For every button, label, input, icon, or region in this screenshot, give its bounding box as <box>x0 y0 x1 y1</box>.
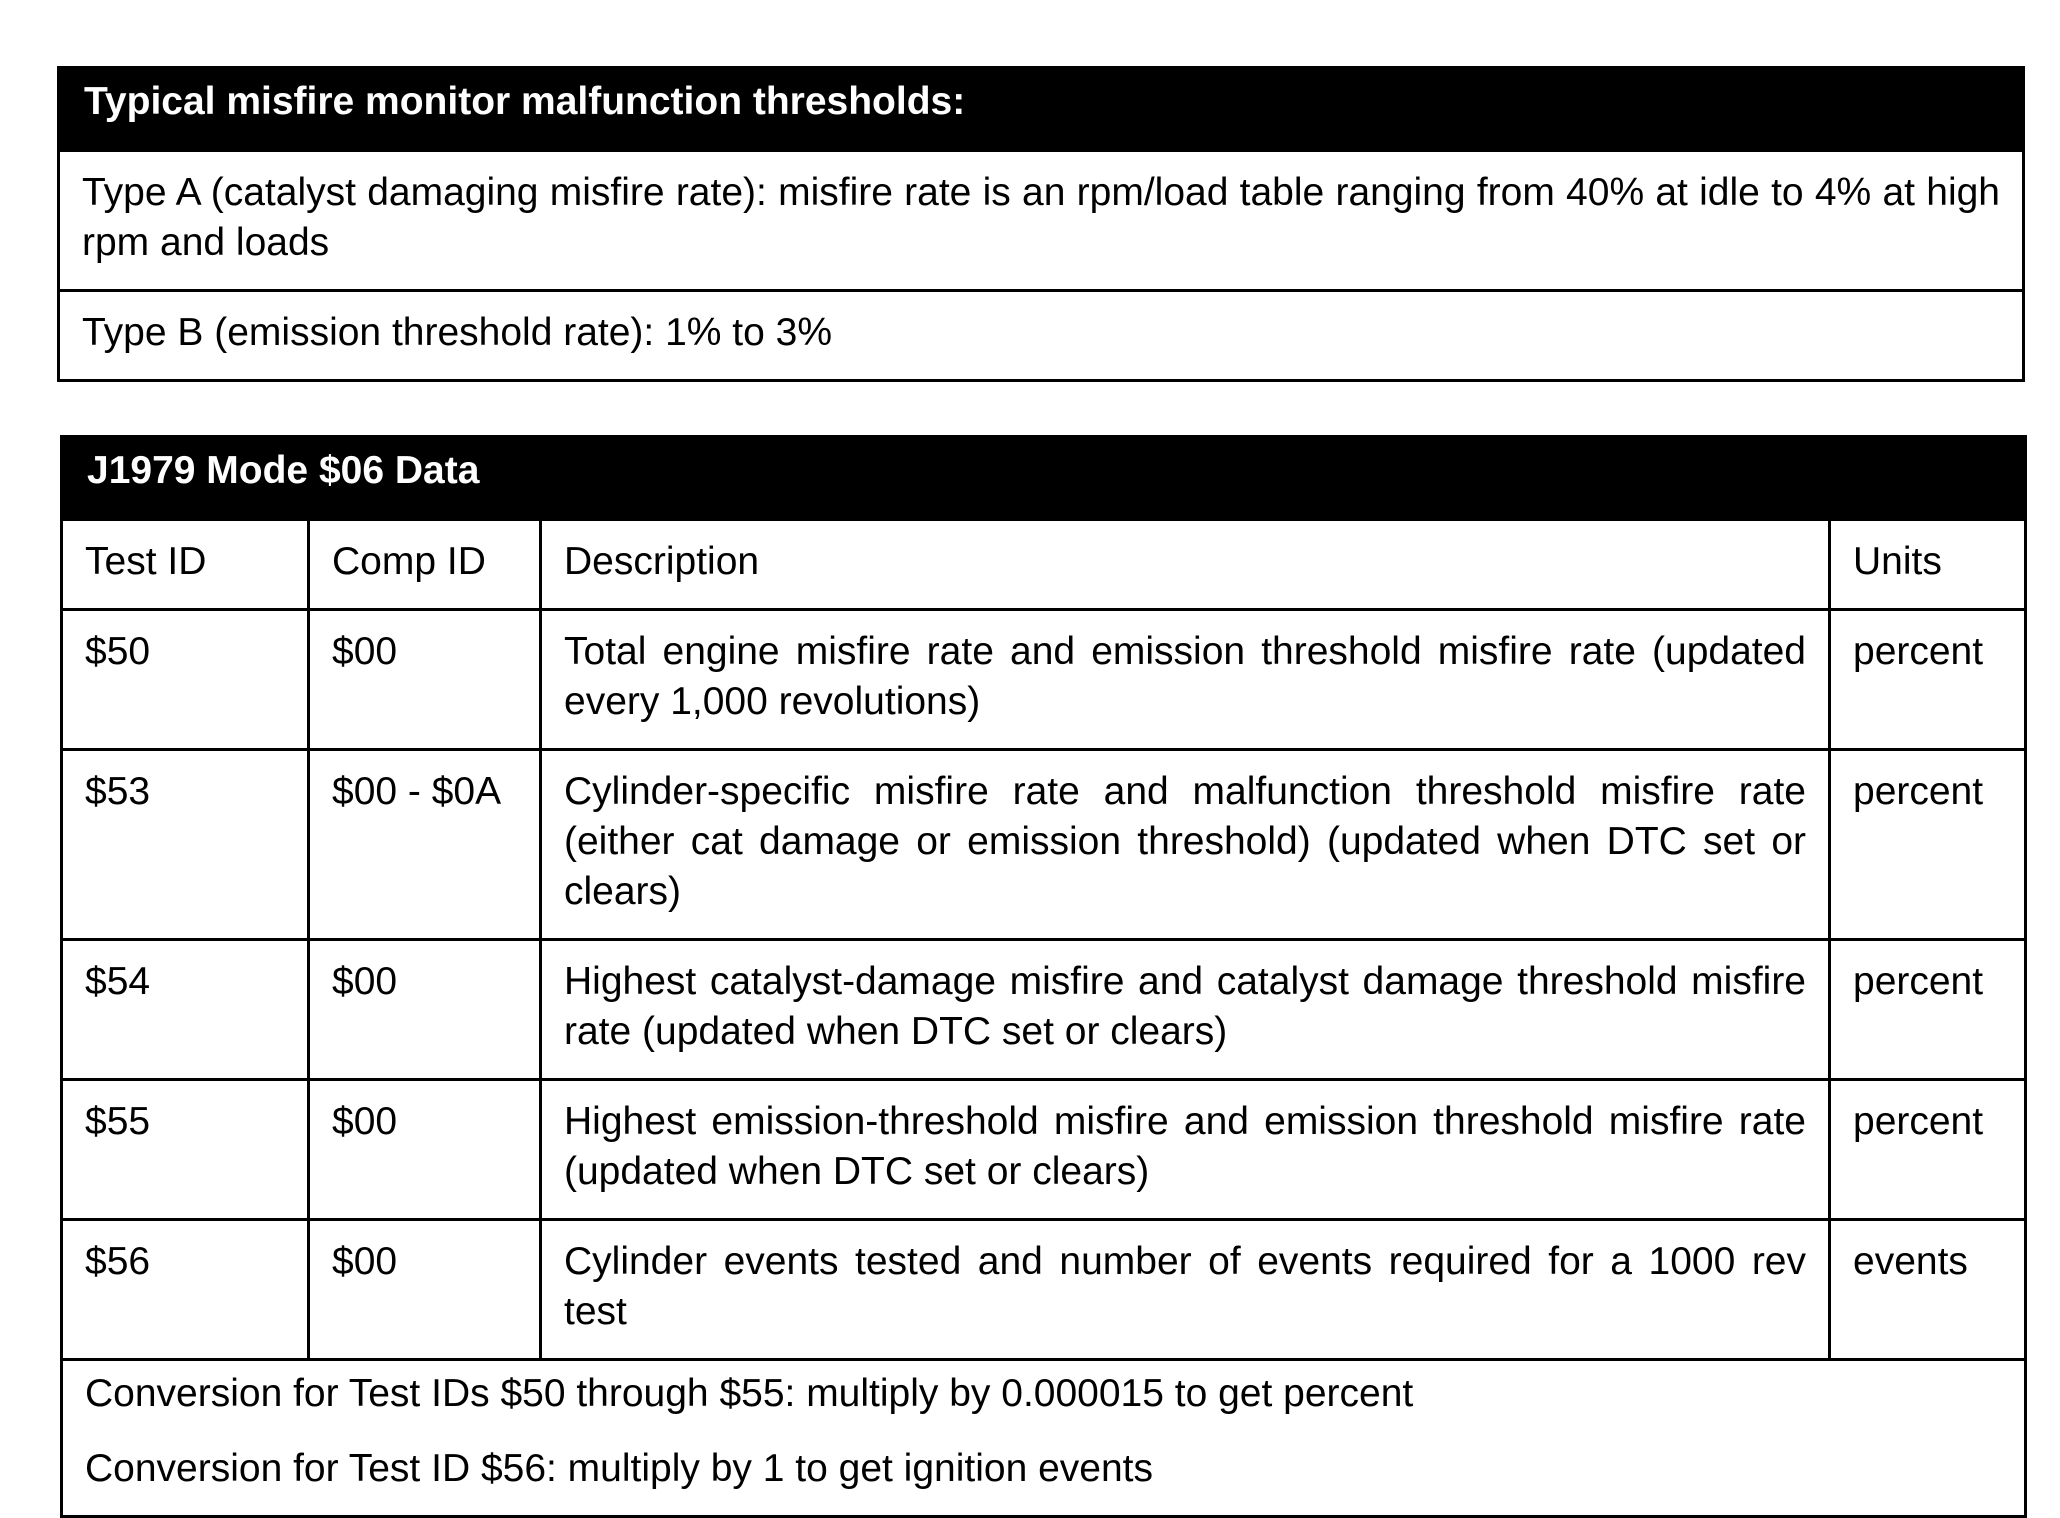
units-cell: percent <box>1830 1080 2026 1220</box>
test-id-cell: $55 <box>62 1080 309 1220</box>
column-header-units: Units <box>1830 520 2026 610</box>
table-row <box>62 1220 2026 1360</box>
type-a-threshold: Type A (catalyst damaging misfire rate): misfire rate is an rpm/load table ranging from 40% at idle to 4% at high rpm and loads <box>59 151 2024 291</box>
column-header-description: Description <box>541 520 1830 610</box>
test-id-cell: $50 <box>62 610 309 750</box>
table-row <box>62 750 2026 940</box>
test-id-cell: $54 <box>62 940 309 1080</box>
test-id-cell: $53 <box>62 750 309 940</box>
table-row <box>62 1080 2026 1220</box>
type-b-threshold: Type B (emission threshold rate): 1% to 3% <box>59 291 2024 381</box>
mode06-data-table <box>60 435 2027 1518</box>
comp-id-cell: $00 - $0A <box>309 750 541 940</box>
units-cell: percent <box>1830 940 2026 1080</box>
test-id-cell: $56 <box>62 1220 309 1360</box>
conversion-note: Conversion for Test IDs $50 through $55: multiply by 0.000015 to get percent <box>85 1372 1414 1415</box>
column-header-comp-id: Comp ID <box>309 520 541 610</box>
description-cell: Highest emission-threshold misfire and emission threshold misfire rate (updated when DTC set or clears) <box>541 1080 1830 1220</box>
conversion-note: Conversion for Test ID $56: multiply by 1 to get ignition events <box>85 1447 1154 1490</box>
conversion-notes <box>62 1360 2026 1517</box>
comp-id-cell: $00 <box>309 1080 541 1220</box>
description-cell: Cylinder events tested and number of events required for a 1000 rev test <box>541 1220 1830 1360</box>
column-header-test-id: Test ID <box>62 520 309 610</box>
table-row <box>62 610 2026 750</box>
comp-id-cell: $00 <box>309 940 541 1080</box>
description-cell: Total engine misfire rate and emission threshold misfire rate (updated every 1,000 revolutions) <box>541 610 1830 750</box>
comp-id-cell: $00 <box>309 610 541 750</box>
units-cell: events <box>1830 1220 2026 1360</box>
table-row <box>62 940 2026 1080</box>
column-header-row <box>62 520 2026 610</box>
description-cell: Highest catalyst-damage misfire and catalyst damage threshold misfire rate (updated when DTC set or clears) <box>541 940 1830 1080</box>
units-cell: percent <box>1830 750 2026 940</box>
comp-id-cell: $00 <box>309 1220 541 1360</box>
mode06-title: J1979 Mode $06 Data <box>62 437 2026 520</box>
description-cell: Cylinder-specific misfire rate and malfunction threshold misfire rate (either cat damage or emission threshold) (updated when DTC set or clears) <box>541 750 1830 940</box>
units-cell: percent <box>1830 610 2026 750</box>
misfire-thresholds-table <box>57 66 2025 382</box>
thresholds-title: Typical misfire monitor malfunction thresholds: <box>59 68 2024 151</box>
